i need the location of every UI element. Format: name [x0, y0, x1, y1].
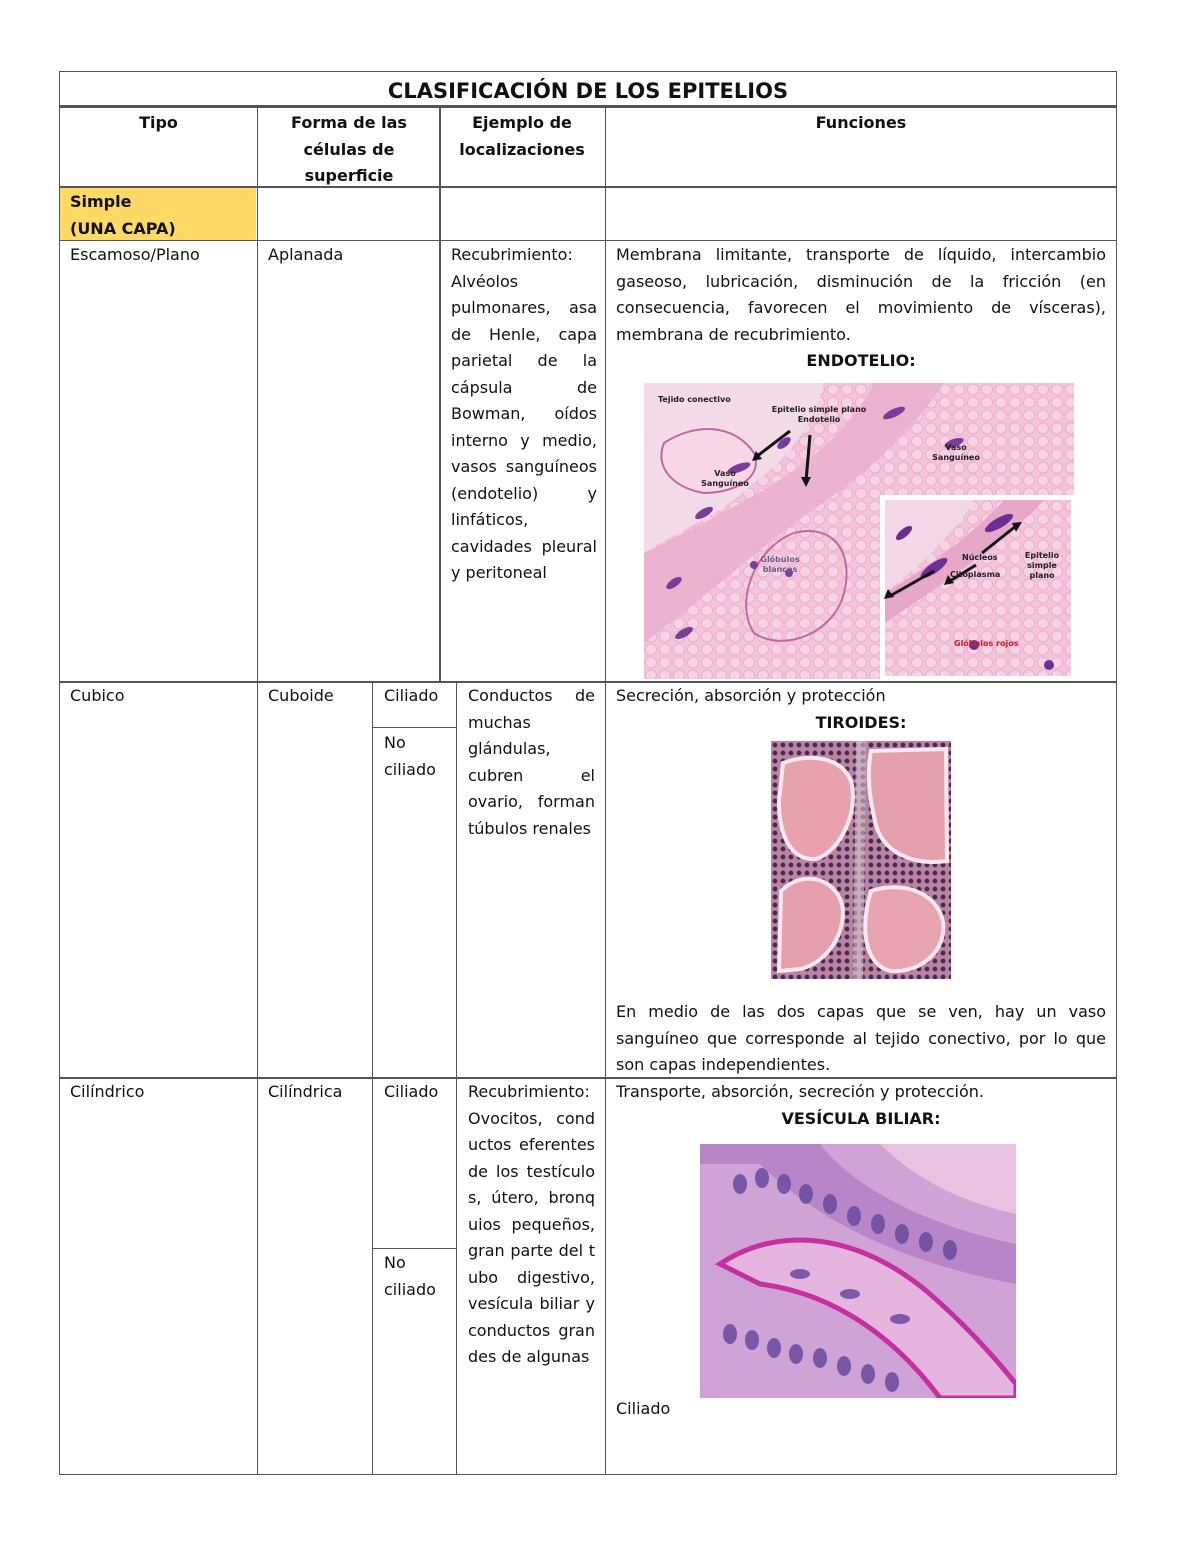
header-funciones: Funciones [815, 113, 907, 132]
row-cilindrico-no-ciliado: No ciliado [384, 1253, 436, 1299]
classification-table [59, 71, 1117, 1475]
label-globulos-rojos: Glóbulos rojos [954, 639, 1019, 648]
row-cubico-funciones: Secreción, absorción y protección [616, 686, 886, 705]
row-cilindrico-forma: Cilíndrica [268, 1082, 343, 1101]
vesicula-drawing [700, 1144, 1016, 1398]
row-escamoso-forma: Aplanada [268, 245, 344, 264]
label-epitelio-simple-plano: Epitelio simple plano [1024, 551, 1060, 580]
tiroides-drawing [771, 741, 951, 979]
table-border-right [1116, 71, 1117, 1475]
subcell-divider [372, 1248, 456, 1249]
label-citoplasma: Citoplasma [950, 570, 1001, 579]
tiroides-micrograph [771, 741, 951, 979]
row-cilindrico-tipo: Cilíndrico [70, 1082, 145, 1101]
row-cubico-ciliado: Ciliado [384, 686, 439, 705]
label-vaso-sanguineo-2: Vaso Sanguíneo [932, 443, 980, 462]
tiroides-note: En medio de las dos capas que se ven, hay un vaso sanguíneo que corresponde al tejido conectivo, por lo que son capas independientes. [616, 1002, 1106, 1074]
label-vaso-sanguineo-1: Vaso Sanguíneo [701, 469, 749, 488]
subcell-divider [372, 727, 456, 728]
row-cilindrico-ciliado: Ciliado [384, 1082, 439, 1101]
endotelio-drawing [644, 383, 1074, 679]
row-escamoso-ejemplo: Recubrimiento: Alvéolos pulmonares, asa de Henle, capa parietal de la cápsula de Bowman, oídos interno y medio, vasos sanguíneos (endotelio) y linfáticos, cavidades pleural y peritoneal [451, 245, 597, 582]
row-cubico-no-ciliado: No ciliado [384, 733, 436, 779]
vesicula-caption: Ciliado [616, 1399, 671, 1418]
table-border-left [59, 71, 60, 1475]
row-cilindrico-ejemplo: Recubrimiento: Ovocitos, conductos eferentes de los testículos, útero, bronquios pequeños, gran parte del tubo digestivo, vesícula biliar y conductos grandes de algunas [468, 1082, 595, 1366]
table-border-bottom [59, 1474, 1117, 1475]
column-divider [257, 107, 258, 1475]
row-cilindrico-funciones: Transporte, absorción, secreción y protección. [616, 1082, 984, 1101]
row-cubico-forma: Cuboide [268, 686, 334, 705]
header-forma: Forma de las células de superficie [291, 113, 407, 185]
row-cubico-ejemplo: Conductos de muchas glándulas, cubren el ovario, forman túbulos renales [468, 686, 595, 838]
endotelio-title: ENDOTELIO: [806, 351, 916, 370]
header-ejemplo: Ejemplo de localizaciones [459, 113, 585, 159]
column-divider [456, 682, 457, 1475]
label-epitelio-simple: Epitelio simple plano Endotelio [771, 405, 867, 424]
label-nucleos: Núcleos [962, 553, 998, 562]
vesicula-micrograph [700, 1144, 1016, 1398]
label-tejido-conectivo: Tejido conectivo [658, 395, 731, 404]
row-escamoso-funciones: Membrana limitante, transporte de líquido, intercambio gaseoso, lubricación, disminución de la fricción (en consecuencia, favorecen el movimiento de vísceras), membrana de recubrimiento. [616, 245, 1106, 344]
row-cubico-tipo: Cubico [70, 686, 125, 705]
label-globulos-blancos: Glóbulos blancos [760, 555, 800, 574]
vesicula-title: VESÍCULA BILIAR: [781, 1109, 941, 1128]
header-tipo: Tipo [139, 113, 178, 132]
column-divider [605, 107, 606, 1475]
table-title: CLASIFICACIÓN DE LOS EPITELIOS [387, 79, 789, 103]
column-divider [439, 107, 441, 682]
row-escamoso-tipo: Escamoso/Plano [70, 245, 200, 264]
column-divider [372, 682, 373, 1475]
section-simple-label: Simple (UNA CAPA) [70, 192, 176, 238]
tiroides-title: TIROIDES: [815, 713, 907, 732]
endotelio-micrograph [644, 383, 1074, 679]
